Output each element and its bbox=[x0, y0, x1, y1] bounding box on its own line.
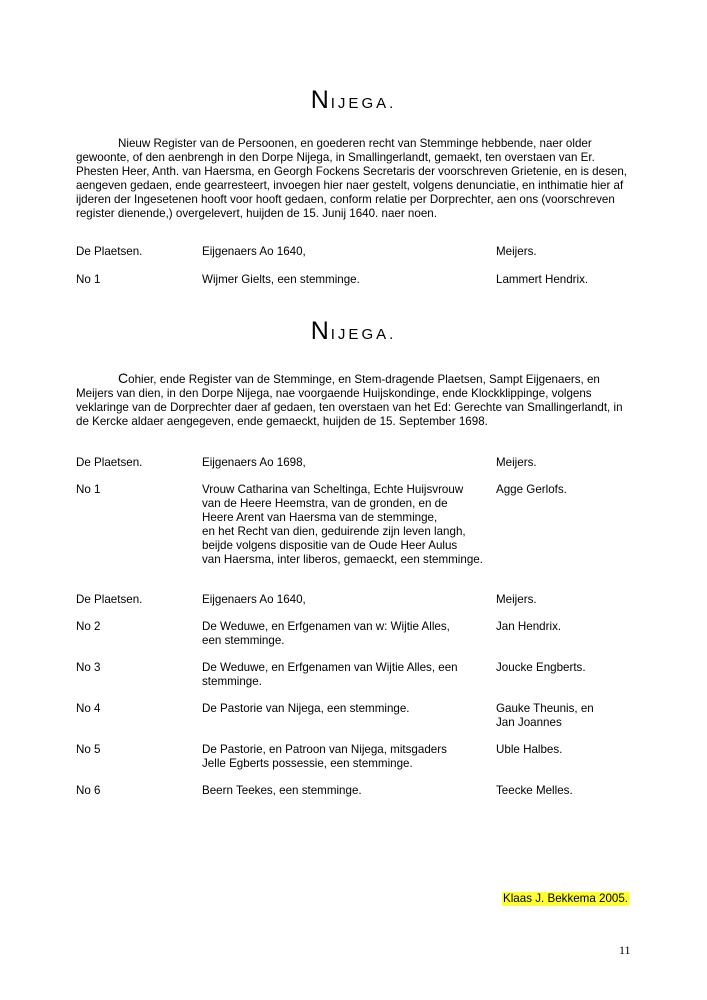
column-header-meijers: Meijers. bbox=[496, 456, 537, 469]
section1-title-rest: IJEGA. bbox=[330, 95, 397, 112]
section1-paragraph-text: Nieuw Register van de Persoonen, en goederen recht van Stemminge hebbende, naer older gewoonte, of den aenbrengh in den Dorpe Nijega, in Smallingerlandt, gemaekt, ten overstaen van Er. Phesten Heer, Anth. van Haersma, en Georgh Fockens Secretaris der voorschreven Grietenie, en is desen, aengeven gedaen, ende gearresteert, invoegen hier naer gestelt, volgens denunciatie, en inthimatie hier af ijderen der Ingesetenen hooft voor hooft gedaen, conform relatie per Dorprechter, aen ons (voorschreven register dienende,) overgelevert, huijden de 15. Junij 1640. naer noen. bbox=[76, 137, 627, 220]
plaets-number: No 4 bbox=[76, 702, 101, 715]
eijgenaer-entry: Beern Teekes, een stemminge. bbox=[202, 784, 362, 797]
plaets-number: No 1 bbox=[76, 483, 101, 496]
section2-title-rest: IJEGA. bbox=[330, 326, 397, 343]
column-header-plaetsen: De Plaetsen. bbox=[76, 456, 143, 469]
column-header-meijers: Meijers. bbox=[496, 245, 537, 258]
meijer-entry: Lammert Hendrix. bbox=[496, 273, 589, 286]
eijgenaer-entry: De Pastorie, en Patroon van Nijega, mitsgaders Jelle Egberts possessie, een stemminge. bbox=[202, 743, 447, 770]
meijer-entry: Teecke Melles. bbox=[496, 784, 573, 797]
eijgenaer-entry: De Weduwe, en Erfgenamen van w: Wijtie Alles, een stemminge. bbox=[202, 620, 450, 647]
section2-paragraph-text: ohier, ende Register van de Stemminge, en Stem-dragende Plaetsen, Sampt Eijgenaers, en Meijers van dien, in den Dorpe Nijega, nae voorgaende Huijskondinge, ende Klockklippinge, volgens veklaringe van de Dorprechter daer af gedaen, ten overstaen van het Ed: Gerechte van Smallingerlandt, in de Kercke aldaer aengegeven, ende gemaeckt, huijden de 15. September 1698. bbox=[76, 373, 623, 428]
section2-paragraph-initial: C bbox=[118, 370, 129, 386]
plaets-number: No 6 bbox=[76, 784, 101, 797]
column-header-eijgenaers: Eijgenaers Ao 1698, bbox=[202, 456, 306, 469]
section1-paragraph bbox=[76, 137, 636, 220]
meijer-entry: Joucke Engberts. bbox=[496, 661, 586, 674]
meijer-entry: Uble Halbes. bbox=[496, 743, 563, 756]
plaets-number: No 2 bbox=[76, 620, 101, 633]
eijgenaer-entry: De Weduwe, en Erfgenamen van Wijtie Alles, een stemminge. bbox=[202, 661, 458, 688]
plaets-number: No 1 bbox=[76, 273, 101, 286]
section2-title bbox=[0, 317, 707, 346]
column-header-meijers: Meijers. bbox=[496, 593, 537, 606]
author-credit: Klaas J. Bekkema 2005. bbox=[503, 892, 629, 905]
meijer-entry: Jan Hendrix. bbox=[496, 620, 562, 633]
plaets-number: No 3 bbox=[76, 661, 101, 674]
column-header-plaetsen: De Plaetsen. bbox=[76, 245, 143, 258]
meijer-entry: Agge Gerlofs. bbox=[496, 483, 567, 496]
column-header-plaetsen: De Plaetsen. bbox=[76, 593, 143, 606]
column-header-eijgenaers: Eijgenaers Ao 1640, bbox=[202, 245, 306, 258]
section2-title-initial: N bbox=[310, 317, 331, 345]
column-header-eijgenaers: Eijgenaers Ao 1640, bbox=[202, 593, 306, 606]
section1-title-initial: N bbox=[310, 86, 331, 114]
eijgenaer-entry: De Pastorie van Nijega, een stemminge. bbox=[202, 702, 410, 715]
eijgenaer-entry: Vrouw Catharina van Scheltinga, Echte Huijsvrouw van de Heere Heemstra, van de gronden, en de Heere Arent van Haersma van de stemminge, en het Recht van dien, geduirende zijn leven langh, beijde volgens dispositie van de Oude Heer Aulus van Haersma, inter liberos, gemaeckt, een stemminge. bbox=[202, 483, 483, 566]
plaets-number: No 5 bbox=[76, 743, 101, 756]
section2-paragraph bbox=[76, 372, 636, 429]
eijgenaer-entry: Wijmer Gielts, een stemminge. bbox=[202, 273, 360, 286]
meijer-entry: Gauke Theunis, en Jan Joannes bbox=[496, 702, 594, 729]
section1-title bbox=[0, 86, 707, 115]
page-number: 11 bbox=[619, 943, 631, 957]
